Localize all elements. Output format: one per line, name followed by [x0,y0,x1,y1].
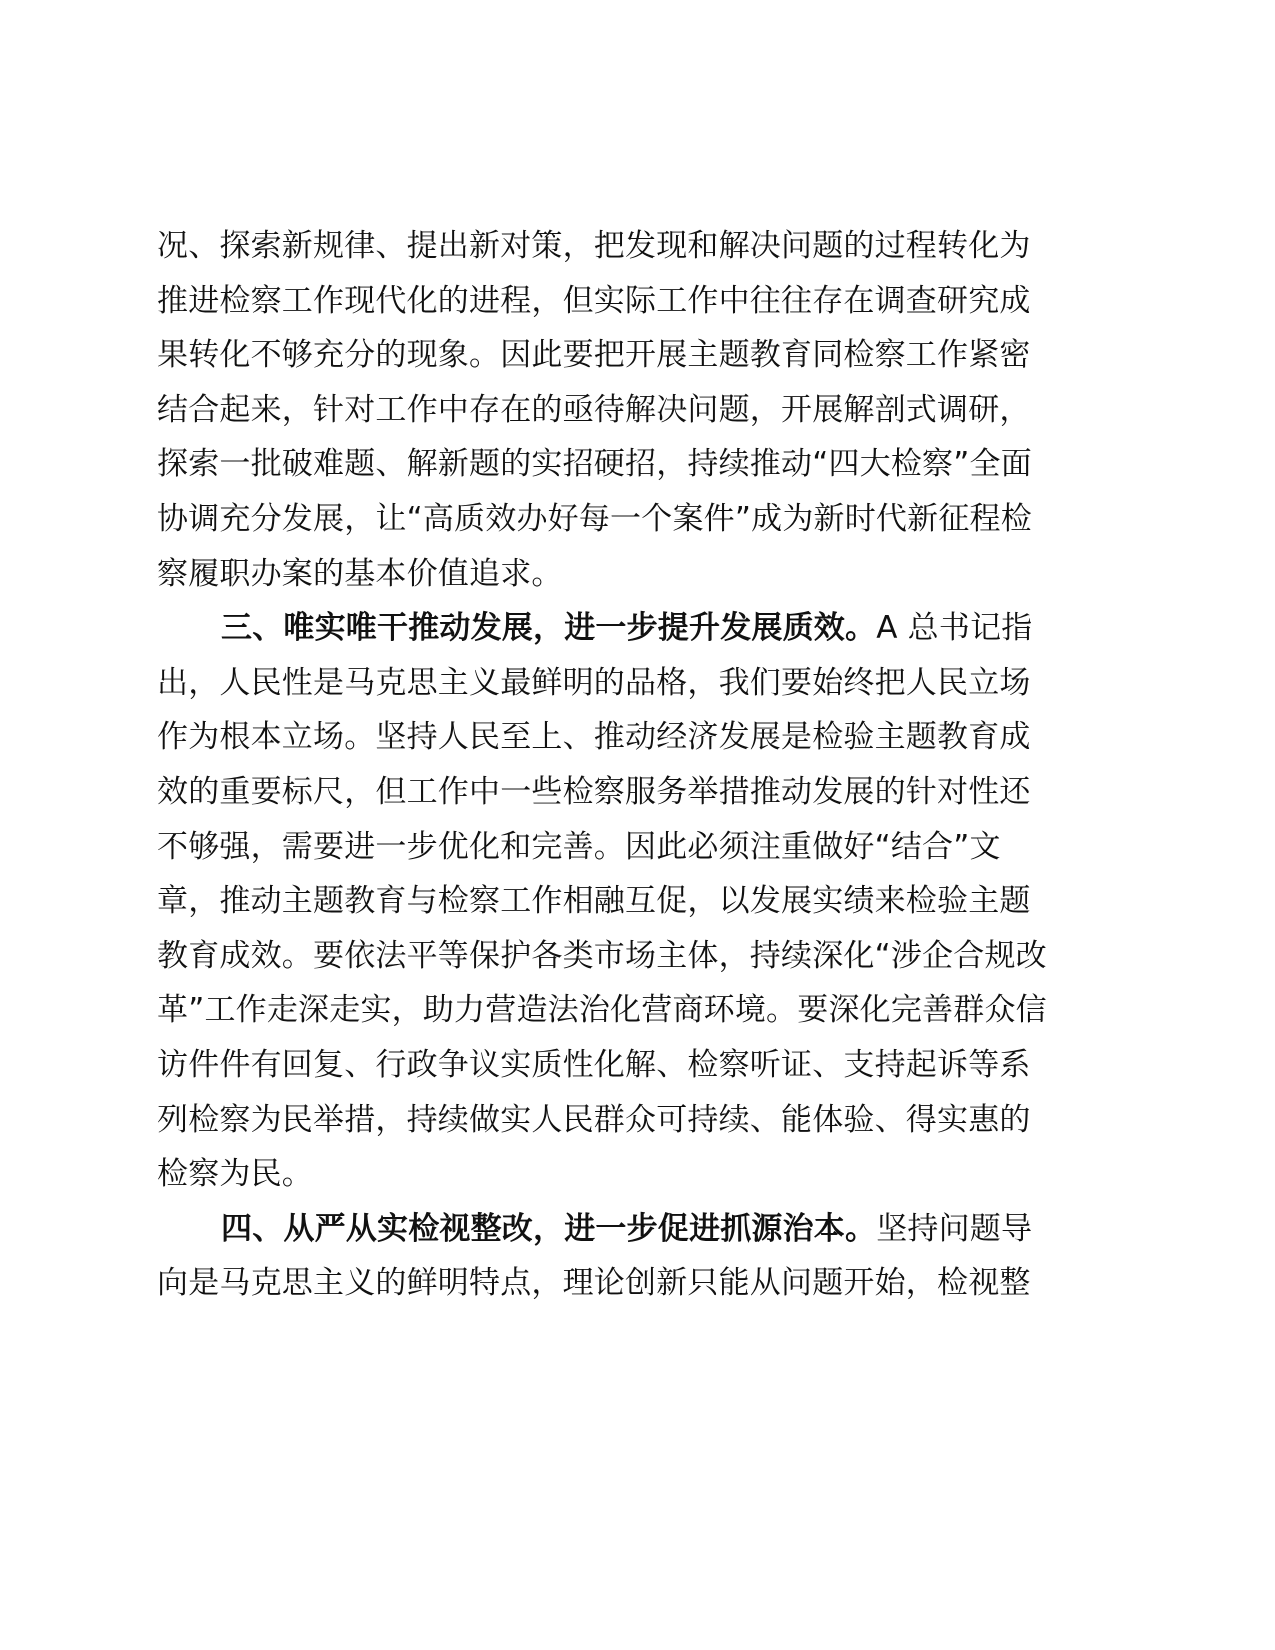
paragraph-line: 革”工作走深走实，助力营造法治化营商环境。要深化完善群众信 [157,992,1047,1029]
paragraph-line: 作为根本立场。坚持人民至上、推动经济发展是检验主题教育成 [157,719,1031,756]
paragraph-line: 列检察为民举措，持续做实人民群众可持续、能体验、得实惠的 [157,1101,1031,1138]
paragraph-line: 探索一批破难题、解新题的实招硬招，持续推动“四大检察”全面 [157,446,1032,483]
paragraph-line: 结合起来，针对工作中存在的亟待解决问题，开展解剖式调研， [157,391,1031,428]
section-4-first-line [157,1202,1087,1257]
section-3-heading: 三、唯实唯干推动发展，进一步提升发展质效。 [221,610,877,647]
paragraph-line: 教育成效。要依法平等保护各类市场主体，持续深化“涉企合规改 [157,937,1047,974]
paragraph-line: 章，推动主题教育与检察工作相融互促，以发展实绩来检验主题 [157,883,1031,920]
paragraph-line: 出，人民性是马克思主义最鲜明的品格，我们要始终把人民立场 [157,664,1031,701]
paragraph-line: 协调充分发展，让“高质效办好每一个案件”成为新时代新征程检 [157,500,1032,537]
section-3-first-line-text: A 总书记指 [876,610,1033,647]
paragraph-line: 检察为民。 [157,1156,313,1193]
section-3-first-line [157,601,1087,656]
document-body [157,219,1087,1311]
paragraph-line: 果转化不够充分的现象。因此要把开展主题教育同检察工作紧密 [157,337,1031,374]
section-4-first-line-text: 坚持问题导 [876,1210,1033,1247]
paragraph-line: 推进检察工作现代化的进程，但实际工作中往往存在调查研究成 [157,282,1031,319]
paragraph-line: 况、探索新规律、提出新对策，把发现和解决问题的过程转化为 [157,228,1031,264]
paragraph-line: 察履职办案的基本价值追求。 [157,555,563,592]
paragraph-line: 向是马克思主义的鲜明特点，理论创新只能从问题开始，检视整 [157,1265,1031,1302]
paragraph-line: 访件件有回复、行政争议实质性化解、检察听证、支持起诉等系 [157,1046,1031,1083]
section-4-heading: 四、从严从实检视整改，进一步促进抓源治本。 [221,1210,877,1247]
paragraph-line: 效的重要标尺，但工作中一些检察服务举措推动发展的针对性还 [157,773,1031,810]
paragraph-line: 不够强，需要进一步优化和完善。因此必须注重做好“结合”文 [157,828,1001,865]
